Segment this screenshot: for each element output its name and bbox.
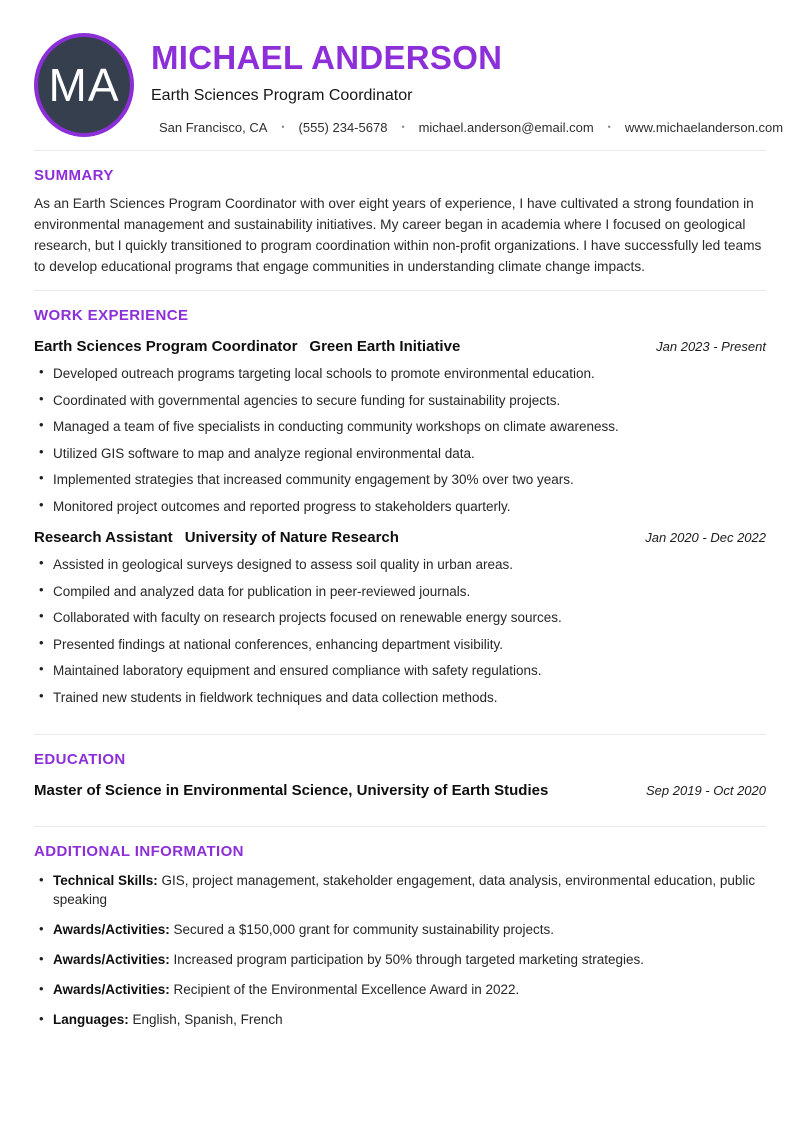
job-bullet: • Maintained laboratory equipment and ensured compliance with safety regulations. bbox=[34, 662, 766, 680]
section-divider bbox=[34, 150, 766, 151]
job-bullet-list bbox=[34, 365, 766, 515]
additional-item-label: Awards/Activities: bbox=[53, 981, 170, 997]
section-summary bbox=[34, 167, 766, 277]
job-company: Green Earth Initiative bbox=[309, 338, 461, 355]
avatar-initials: MA bbox=[48, 59, 120, 111]
summary-heading: SUMMARY bbox=[34, 167, 114, 184]
contact-item: www.michaelanderson.com bbox=[624, 119, 784, 135]
section-education bbox=[34, 751, 766, 799]
job-header-row bbox=[34, 529, 766, 547]
additional-information-heading: ADDITIONAL INFORMATION bbox=[34, 842, 244, 860]
job-entry bbox=[34, 338, 766, 515]
jobs-container bbox=[34, 338, 766, 707]
section-work-experience bbox=[34, 307, 766, 707]
section-divider bbox=[34, 290, 766, 291]
summary-paragraph: As an Earth Sciences Program Coordinator with over eight years of experience, I have cultivated a strong foundation in environmental management and sustainability initiatives. My career began in academia where I focused on geological research, but I quickly transitioned to program coordination within non-profit organizations. I have successfully led teams to develop educational programs that engage communities in understanding climate change impacts. bbox=[34, 196, 762, 274]
additional-item-label: Awards/Activities: bbox=[53, 921, 170, 937]
additional-item: • Awards/Activities: Recipient of the Environmental Excellence Award in 2022. bbox=[34, 980, 766, 999]
additional-item: • Technical Skills: GIS, project management, stakeholder engagement, data analysis, environmental education, public speaking bbox=[34, 871, 766, 909]
job-bullet: • Utilized GIS software to map and analyze regional environmental data. bbox=[34, 445, 766, 463]
additional-item: • Awards/Activities: Secured a $150,000 grant for community sustainability projects. bbox=[34, 920, 766, 939]
job-entry bbox=[34, 529, 766, 706]
job-dates: Jan 2020 - Dec 2022 bbox=[645, 530, 766, 546]
additional-item-label: Awards/Activities: bbox=[53, 951, 170, 967]
job-bullet: • Managed a team of five specialists in conducting community workshops on climate awareness. bbox=[34, 418, 766, 436]
education-dates: Sep 2019 - Oct 2020 bbox=[646, 782, 766, 798]
resume-header bbox=[34, 33, 784, 137]
job-bullet-list bbox=[34, 556, 766, 706]
additional-item-label: Languages: bbox=[53, 1011, 129, 1027]
job-bullet: • Implemented strategies that increased community engagement by 30% over two years. bbox=[34, 471, 766, 489]
contact-item: San Francisco, CA bbox=[159, 119, 268, 135]
work-experience-heading: WORK EXPERIENCE bbox=[34, 307, 189, 324]
avatar bbox=[34, 33, 134, 137]
contact-item: michael.anderson@email.com bbox=[418, 119, 594, 135]
job-bullet: • Developed outreach programs targeting local schools to promote environmental education. bbox=[34, 365, 766, 383]
contact-separator-dot: • bbox=[281, 122, 285, 133]
section-additional-information bbox=[34, 843, 766, 1029]
job-position: Earth Sciences Program Coordinator bbox=[34, 338, 298, 355]
job-bullet: • Collaborated with faculty on research projects focused on renewable energy sources. bbox=[34, 609, 766, 627]
contact-separator-dot: • bbox=[401, 122, 405, 133]
education-entry bbox=[34, 782, 766, 799]
job-bullet: • Monitored project outcomes and reported progress to stakeholders quarterly. bbox=[34, 498, 766, 516]
job-position: Research Assistant bbox=[34, 529, 173, 547]
additional-item: • Awards/Activities: Increased program participation by 50% through targeted marketing strategies. bbox=[34, 950, 766, 969]
job-bullet: • Presented findings at national conferences, enhancing department visibility. bbox=[34, 636, 766, 654]
job-bullet: • Assisted in geological surveys designed to assess soil quality in urban areas. bbox=[34, 556, 766, 574]
job-bullet: • Compiled and analyzed data for publication in peer-reviewed journals. bbox=[34, 583, 766, 601]
job-dates: Jan 2023 - Present bbox=[656, 339, 766, 354]
candidate-job-title: Earth Sciences Program Coordinator bbox=[151, 86, 413, 104]
job-title-group bbox=[34, 338, 460, 356]
header-text-block bbox=[151, 33, 784, 135]
education-degree: Master of Science in Environmental Science, University of Earth Studies bbox=[34, 781, 549, 799]
contact-item: (555) 234-5678 bbox=[298, 119, 388, 135]
section-divider bbox=[34, 734, 766, 735]
contact-separator-dot: • bbox=[607, 122, 611, 133]
job-header-row bbox=[34, 338, 766, 356]
job-bullet: • Trained new students in fieldwork techniques and data collection methods. bbox=[34, 689, 766, 707]
education-heading: EDUCATION bbox=[34, 750, 126, 768]
job-bullet: • Coordinated with governmental agencies to secure funding for sustainability projects. bbox=[34, 392, 766, 410]
job-company: University of Nature Research bbox=[184, 529, 399, 547]
section-divider bbox=[34, 826, 766, 827]
job-title-group bbox=[34, 529, 399, 547]
additional-information-list bbox=[34, 871, 766, 1029]
additional-item: • Languages: English, Spanish, French bbox=[34, 1010, 766, 1029]
contact-row bbox=[159, 119, 784, 135]
additional-item-label: Technical Skills: bbox=[53, 872, 158, 888]
candidate-name: MICHAEL ANDERSON bbox=[151, 39, 503, 76]
